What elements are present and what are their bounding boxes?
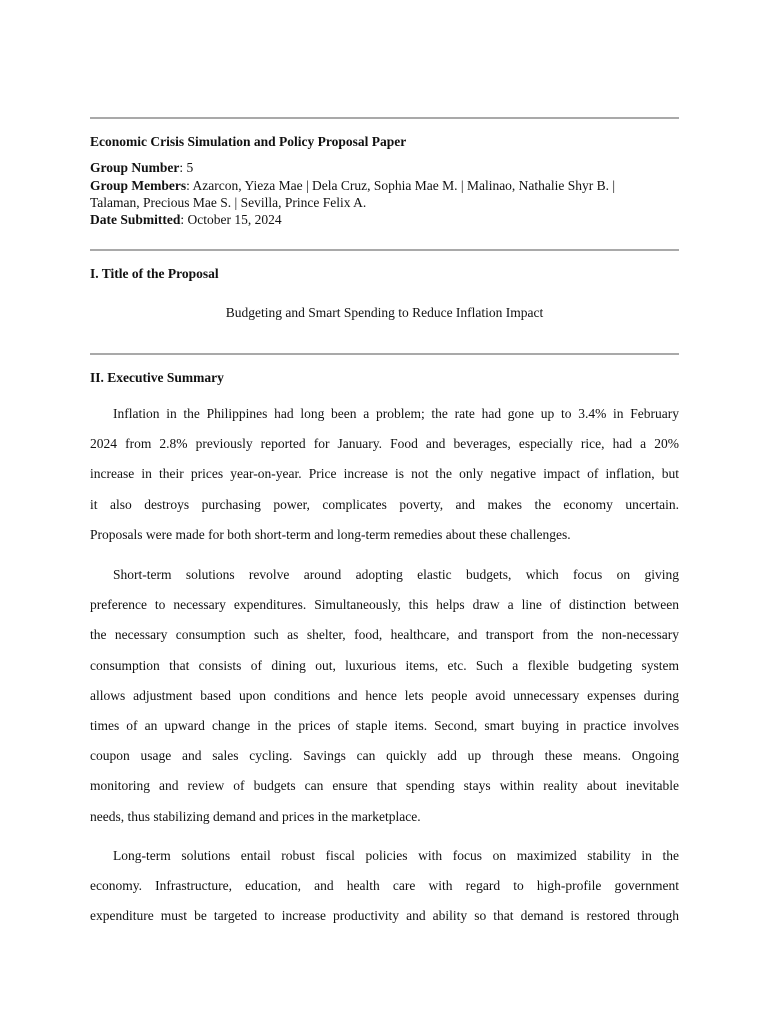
paragraph-line: preference to necessary expenditures. Simultaneously, this helps draw a line of distinction between <box>90 597 679 613</box>
paragraph-line: needs, thus stabilizing demand and prices in the marketplace. <box>90 808 421 824</box>
paragraph-line: times of an upward change in the prices of staple items. Second, smart buying in practice involves <box>90 718 679 734</box>
paragraph-line: Inflation in the Philippines had long been a problem; the rate had gone up to 3.4% in February <box>113 406 679 421</box>
group-number <box>90 159 679 176</box>
paper-title: Economic Crisis Simulation and Policy Proposal Paper <box>90 134 407 149</box>
summary-paragraph <box>90 841 679 932</box>
section-heading-title: I. Title of the Proposal <box>90 266 219 281</box>
proposal-title: Budgeting and Smart Spending to Reduce Inflation Impact <box>225 305 544 320</box>
paragraph-line: Short-term solutions revolve around adopting elastic budgets, which focus on giving <box>113 567 679 582</box>
paragraph-line: Long-term solutions entail robust fiscal policies with focus on maximized stability in the <box>113 848 679 863</box>
paragraph-line: Proposals were made for both short-term and long-term remedies about these challenges. <box>90 526 571 542</box>
date-submitted <box>90 211 679 228</box>
group-members <box>90 177 679 194</box>
divider <box>90 353 679 355</box>
paragraph-line: the necessary consumption such as shelter, food, healthcare, and transport from the non-necessary <box>90 627 679 643</box>
paragraph-line: expenditure must be targeted to increase productivity and ability so that demand is restored through <box>90 908 679 924</box>
section-heading-executive-summary: II. Executive Summary <box>90 370 224 385</box>
paragraph-line: allows adjustment based upon conditions and hence lets people avoid unnecessary expenses during <box>90 687 679 703</box>
group-number-label: Group Number <box>90 160 180 175</box>
group-number-value: : 5 <box>179 160 194 175</box>
paragraph-line: consumption that consists of dining out, luxurious items, etc. Such a flexible budgeting system <box>90 657 679 673</box>
paragraph-line: monitoring and review of budgets can ensure that spending stays within reality about inevitable <box>90 778 679 794</box>
group-members-continued: Talaman, Precious Mae S. | Sevilla, Prince Felix A. <box>90 195 367 210</box>
paragraph-line: it also destroys purchasing power, complicates poverty, and makes the economy uncertain. <box>90 496 679 512</box>
divider <box>90 117 679 119</box>
paragraph-line: economy. Infrastructure, education, and health care with regard to high-profile government <box>90 878 679 894</box>
paragraph-line: 2024 from 2.8% previously reported for January. Food and beverages, especially rice, had a 20% <box>90 436 679 452</box>
divider <box>90 249 679 251</box>
date-label: Date Submitted <box>90 212 181 227</box>
summary-paragraph <box>90 560 679 832</box>
group-members-label: Group Members <box>90 178 187 193</box>
summary-paragraph <box>90 399 679 550</box>
paragraph-line: coupon usage and sales cycling. Savings can quickly add up through these means. Ongoing <box>90 748 679 764</box>
date-value: : October 15, 2024 <box>180 212 282 227</box>
paragraph-line: increase in their prices year-on-year. Price increase is not the only negative impact of inflation, but <box>90 466 679 482</box>
group-members-value: : Azarcon, Yieza Mae | Dela Cruz, Sophia Mae M. | Malinao, Nathalie Shyr B. | <box>186 178 616 193</box>
